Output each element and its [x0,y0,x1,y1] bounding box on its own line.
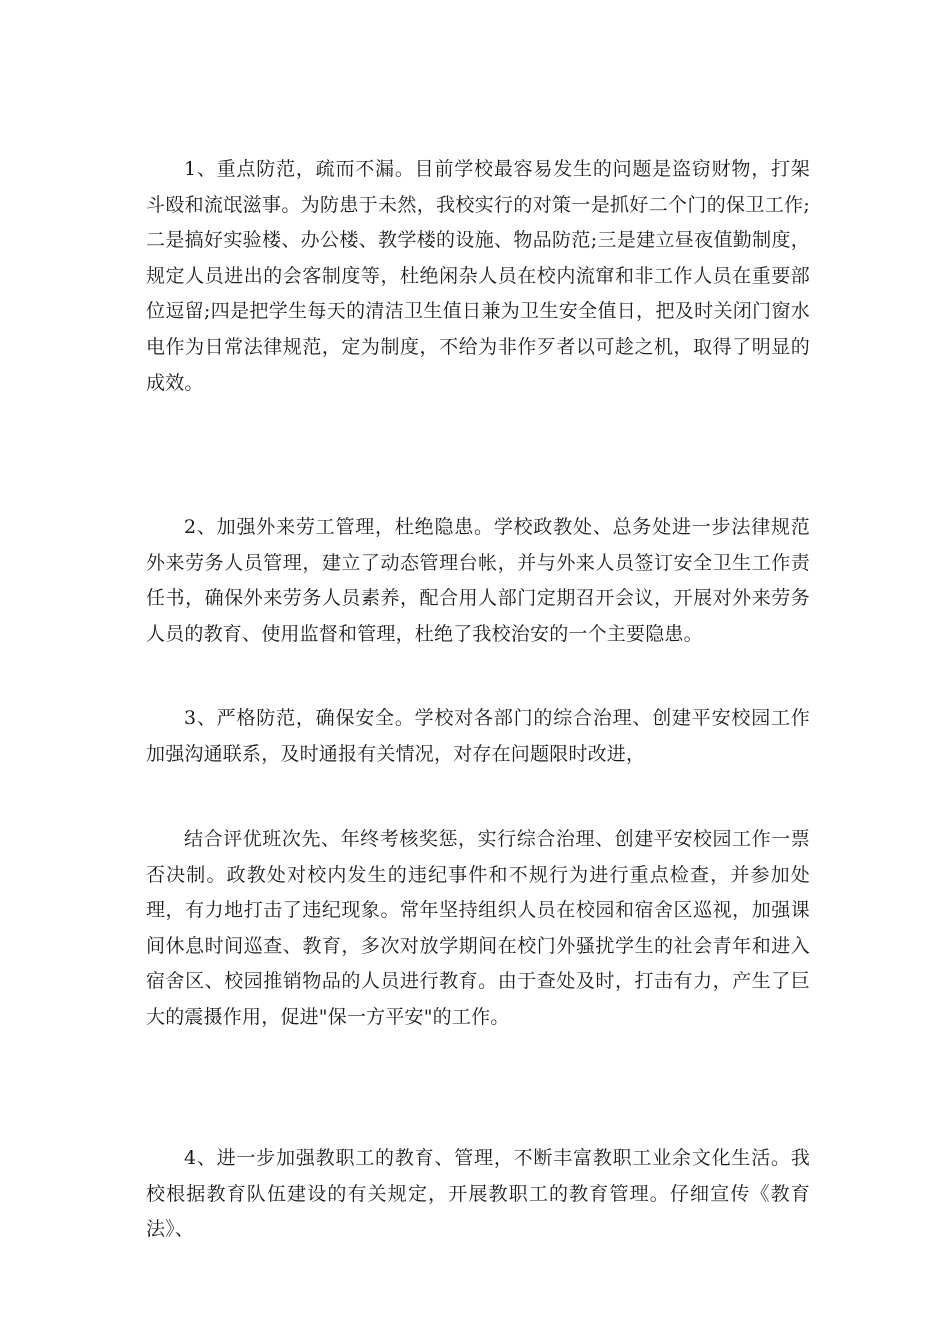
paragraph-security-prevention: 1、重点防范，疏而不漏。目前学校最容易发生的问题是盗窃财物，打架斗殴和流氓滋事。为防患于未然，我校实行的对策一是抓好二个门的保卫工作;二是搞好实验楼、办公楼、教学楼的设施、物品防范;三是建立昼夜值勤制度，规定人员进出的会客制度等，杜绝闲杂人员在校内流窜和非工作人员在重要部位逗留;四是把学生每天的清洁卫生值日兼为卫生安全值日，把及时关闭门窗水电作为日常法律规范，定为制度，不给为非作歹者以可趁之机，取得了明显的成效。 [146,158,810,394]
paragraph-staff-education: 4、进一步加强教职工的教育、管理，不断丰富教职工业余文化生活。我校根据教育队伍建设的有关规定，开展教职工的教育管理。仔细宣传《教育法》、 [146,1147,810,1241]
paragraph-evaluation-veto: 结合评优班次先、年终考核奖惩，实行综合治理、创建平安校园工作一票否决制。政教处对校内发生的违纪事件和不规行为进行重点检查，并参加处理，有力地打击了违纪现象。常年坚持组织人员在校园和宿舍区巡视，加强课间休息时间巡查、教育，多次对放学期间在校门外骚扰学生的社会青年和进入宿舍区、校园推销物品的人员进行教育。由于查处及时，打击有力，产生了巨大的震摄作用，促进"保一方平安"的工作。 [146,828,810,1028]
paragraph-strict-prevention: 3、严格防范，确保安全。学校对各部门的综合治理、创建平安校园工作加强沟通联系，及时通报有关情况，对存在问题限时改进， [146,707,810,765]
paragraph-migrant-worker-management: 2、加强外来劳工管理，杜绝隐患。学校政教处、总务处进一步法律规范外来劳务人员管理，建立了动态管理台帐，并与外来人员签订安全卫生工作责任书，确保外来劳务人员素养，配合用人部门定期召开会议，开展对外来劳务人员的教育、使用监督和管理，杜绝了我校治安的一个主要隐患。 [146,516,810,645]
